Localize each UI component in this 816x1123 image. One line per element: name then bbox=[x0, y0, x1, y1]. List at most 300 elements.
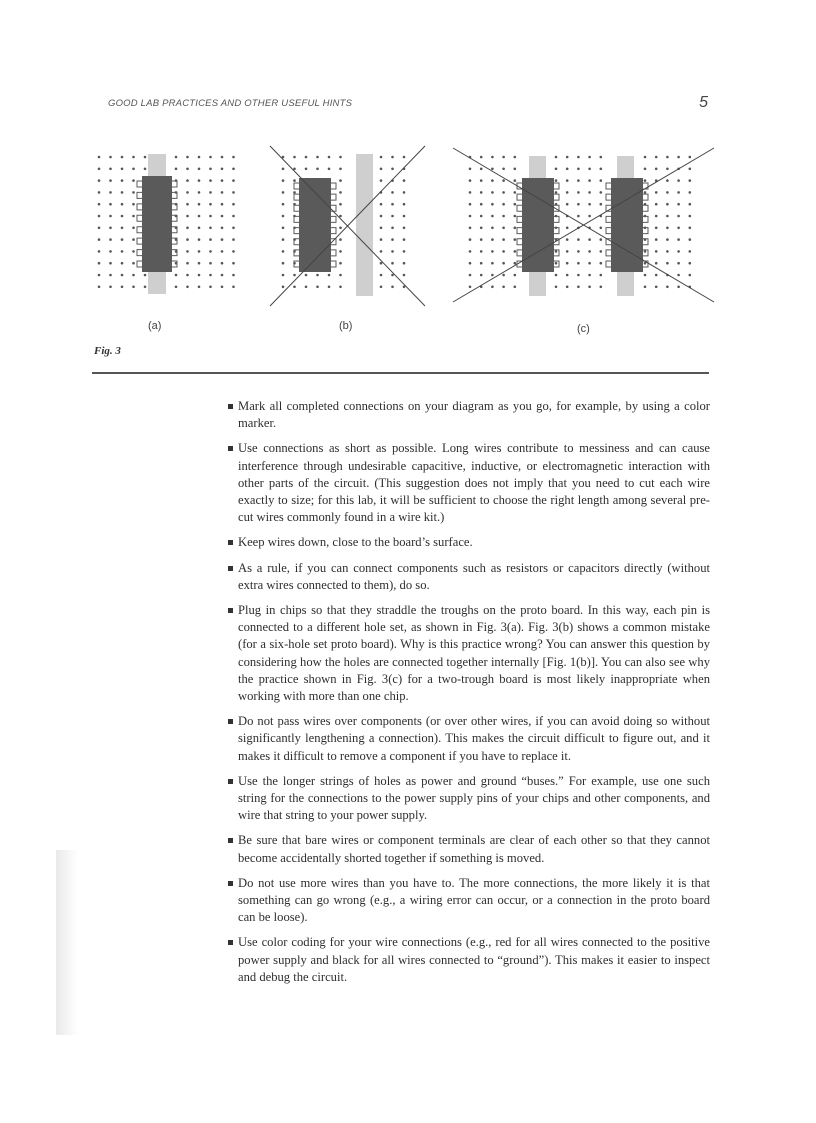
breadboard-hole bbox=[339, 203, 342, 206]
breadboard-hole bbox=[132, 156, 135, 159]
chip-pin bbox=[294, 183, 299, 189]
breadboard-hole bbox=[677, 262, 680, 265]
breadboard-hole bbox=[198, 286, 201, 289]
breadboard-hole bbox=[282, 238, 285, 241]
breadboard-hole bbox=[109, 215, 112, 218]
breadboard-hole bbox=[403, 156, 406, 159]
breadboard-hole bbox=[109, 238, 112, 241]
breadboard-hole bbox=[232, 250, 235, 253]
breadboard-hole bbox=[232, 168, 235, 171]
breadboard-hole bbox=[98, 286, 101, 289]
breadboard-hole bbox=[132, 286, 135, 289]
breadboard-hole bbox=[577, 191, 580, 194]
chip-pin bbox=[331, 194, 336, 200]
breadboard-hole bbox=[469, 227, 472, 230]
breadboard-hole bbox=[198, 274, 201, 277]
breadboard-hole bbox=[380, 227, 383, 230]
breadboard-hole bbox=[502, 274, 505, 277]
breadboard-hole bbox=[677, 203, 680, 206]
breadboard-hole bbox=[588, 168, 591, 171]
breadboard-hole bbox=[480, 168, 483, 171]
breadboard-hole bbox=[480, 262, 483, 265]
breadboard-hole bbox=[555, 191, 558, 194]
breadboard-hole bbox=[600, 168, 603, 171]
breadboard-hole bbox=[491, 191, 494, 194]
breadboard-hole bbox=[98, 227, 101, 230]
breadboard-hole bbox=[109, 250, 112, 253]
breadboard-panel-b bbox=[270, 146, 425, 306]
breadboard-hole bbox=[209, 227, 212, 230]
breadboard-hole bbox=[480, 274, 483, 277]
breadboard-hole bbox=[186, 227, 189, 230]
breadboard-hole bbox=[198, 191, 201, 194]
breadboard-hole bbox=[588, 179, 591, 182]
breadboard-hole bbox=[480, 156, 483, 159]
breadboard-panel-c bbox=[453, 148, 714, 302]
chip-pin bbox=[606, 250, 611, 256]
breadboard-hole bbox=[502, 286, 505, 289]
breadboard-hole bbox=[514, 274, 517, 277]
chip-pin bbox=[606, 183, 611, 189]
breadboard-hole bbox=[282, 250, 285, 253]
breadboard-hole bbox=[666, 179, 669, 182]
breadboard-hole bbox=[282, 227, 285, 230]
breadboard-hole bbox=[666, 168, 669, 171]
breadboard-hole bbox=[514, 215, 517, 218]
breadboard-hole bbox=[121, 250, 124, 253]
chip-pin bbox=[331, 261, 336, 267]
breadboard-hole bbox=[305, 286, 308, 289]
breadboard-hole bbox=[600, 191, 603, 194]
breadboard-hole bbox=[577, 286, 580, 289]
breadboard-hole bbox=[132, 203, 135, 206]
breadboard-hole bbox=[98, 191, 101, 194]
breadboard-hole bbox=[339, 262, 342, 265]
breadboard-hole bbox=[221, 274, 224, 277]
breadboard-hole bbox=[566, 238, 569, 241]
breadboard-hole bbox=[666, 215, 669, 218]
breadboard-hole bbox=[677, 250, 680, 253]
breadboard-hole bbox=[566, 274, 569, 277]
chip-pin bbox=[137, 192, 142, 198]
breadboard-hole bbox=[391, 203, 394, 206]
breadboard-hole bbox=[282, 286, 285, 289]
breadboard-hole bbox=[566, 156, 569, 159]
breadboard-hole bbox=[282, 191, 285, 194]
hint-item: Do not use more wires than you have to. The more connections, the more likely it is that something can go wrong (e.g., a wiring error can occur, or a connection in the proto board can be loose). bbox=[228, 875, 710, 927]
breadboard-hole bbox=[491, 286, 494, 289]
breadboard-hole bbox=[480, 179, 483, 182]
breadboard-hole bbox=[98, 274, 101, 277]
hint-item: Use connections as short as possible. Long wires contribute to messiness and can cause interference through undesirable capacitive, inductive, or electromagnetic interaction with other parts of the circuit. (This suggestion does not imply that you need to cut each wire exactly to size; for this lab, it will be sufficient to choose the right length among several pre-cut wires commonly found in a wire kit.) bbox=[228, 440, 710, 526]
breadboard-hole bbox=[98, 250, 101, 253]
breadboard-hole bbox=[175, 168, 178, 171]
chip-pin bbox=[137, 227, 142, 233]
breadboard-hole bbox=[491, 168, 494, 171]
breadboard-hole bbox=[655, 203, 658, 206]
breadboard-hole bbox=[186, 156, 189, 159]
breadboard-hole bbox=[198, 227, 201, 230]
breadboard-hole bbox=[469, 191, 472, 194]
breadboard-hole bbox=[514, 250, 517, 253]
breadboard-hole bbox=[655, 262, 658, 265]
breadboard-hole bbox=[469, 179, 472, 182]
panel-label-c: (c) bbox=[577, 323, 590, 335]
breadboard-hole bbox=[198, 250, 201, 253]
figure-3 bbox=[0, 0, 816, 340]
breadboard-hole bbox=[380, 203, 383, 206]
breadboard-hole bbox=[566, 191, 569, 194]
breadboard-hole bbox=[109, 227, 112, 230]
breadboard-hole bbox=[677, 227, 680, 230]
breadboard-hole bbox=[132, 215, 135, 218]
breadboard-hole bbox=[305, 156, 308, 159]
breadboard-hole bbox=[221, 191, 224, 194]
breadboard-hole bbox=[566, 262, 569, 265]
breadboard-hole bbox=[109, 168, 112, 171]
chip-pin bbox=[137, 238, 142, 244]
breadboard-hole bbox=[555, 168, 558, 171]
breadboard-hole bbox=[514, 227, 517, 230]
breadboard-hole bbox=[469, 238, 472, 241]
breadboard-hole bbox=[644, 179, 647, 182]
chip-pin bbox=[606, 216, 611, 222]
breadboard-hole bbox=[339, 168, 342, 171]
breadboard-hole bbox=[577, 168, 580, 171]
breadboard-hole bbox=[555, 250, 558, 253]
breadboard-hole bbox=[666, 156, 669, 159]
chip-pin bbox=[643, 205, 648, 211]
breadboard-hole bbox=[644, 274, 647, 277]
breadboard-hole bbox=[677, 286, 680, 289]
breadboard-hole bbox=[644, 250, 647, 253]
breadboard-hole bbox=[566, 168, 569, 171]
breadboard-hole bbox=[655, 227, 658, 230]
breadboard-hole bbox=[109, 274, 112, 277]
breadboard-hole bbox=[588, 286, 591, 289]
breadboard-hole bbox=[121, 203, 124, 206]
breadboard-hole bbox=[328, 168, 331, 171]
breadboard-hole bbox=[282, 262, 285, 265]
breadboard-hole bbox=[666, 227, 669, 230]
breadboard-hole bbox=[175, 286, 178, 289]
breadboard-hole bbox=[555, 274, 558, 277]
breadboard-hole bbox=[232, 156, 235, 159]
breadboard-hole bbox=[502, 250, 505, 253]
breadboard-hole bbox=[491, 227, 494, 230]
breadboard-hole bbox=[391, 238, 394, 241]
breadboard-hole bbox=[121, 168, 124, 171]
breadboard-hole bbox=[403, 179, 406, 182]
breadboard-hole bbox=[328, 274, 331, 277]
breadboard-hole bbox=[502, 156, 505, 159]
breadboard-hole bbox=[689, 179, 692, 182]
chip-pin bbox=[331, 250, 336, 256]
breadboard-hole bbox=[209, 215, 212, 218]
breadboard-hole bbox=[198, 203, 201, 206]
breadboard-hole bbox=[380, 250, 383, 253]
breadboard-hole bbox=[655, 168, 658, 171]
breadboard-hole bbox=[577, 215, 580, 218]
breadboard-hole bbox=[339, 250, 342, 253]
breadboard-hole bbox=[588, 215, 591, 218]
breadboard-hole bbox=[232, 262, 235, 265]
breadboard-hole bbox=[109, 156, 112, 159]
breadboard-hole bbox=[514, 179, 517, 182]
chip-pin bbox=[554, 194, 559, 200]
breadboard-hole bbox=[209, 250, 212, 253]
hint-item: Be sure that bare wires or component terminals are clear of each other so that they cannot become accidentally shorted together if something is moved. bbox=[228, 832, 710, 866]
breadboard-hole bbox=[293, 286, 296, 289]
breadboard-hole bbox=[655, 286, 658, 289]
chip-pin bbox=[606, 261, 611, 267]
breadboard-hole bbox=[480, 203, 483, 206]
breadboard-hole bbox=[132, 191, 135, 194]
breadboard-hole bbox=[316, 156, 319, 159]
breadboard-hole bbox=[469, 262, 472, 265]
breadboard-hole bbox=[221, 250, 224, 253]
breadboard-hole bbox=[293, 156, 296, 159]
hint-item: Mark all completed connections on your diagram as you go, for example, by using a color marker. bbox=[228, 398, 710, 432]
breadboard-hole bbox=[175, 156, 178, 159]
breadboard-hole bbox=[316, 168, 319, 171]
breadboard-hole bbox=[577, 262, 580, 265]
breadboard-hole bbox=[677, 179, 680, 182]
breadboard-hole bbox=[600, 262, 603, 265]
breadboard-hole bbox=[588, 250, 591, 253]
breadboard-hole bbox=[209, 203, 212, 206]
breadboard-hole bbox=[588, 156, 591, 159]
breadboard-hole bbox=[339, 227, 342, 230]
breadboard-hole bbox=[186, 286, 189, 289]
breadboard-hole bbox=[655, 238, 658, 241]
breadboard-hole bbox=[232, 286, 235, 289]
breadboard-hole bbox=[282, 203, 285, 206]
breadboard-hole bbox=[380, 262, 383, 265]
breadboard-hole bbox=[339, 179, 342, 182]
breadboard-hole bbox=[380, 286, 383, 289]
breadboard-hole bbox=[403, 191, 406, 194]
breadboard-hole bbox=[577, 156, 580, 159]
breadboard-hole bbox=[491, 203, 494, 206]
breadboard-hole bbox=[677, 238, 680, 241]
breadboard-hole bbox=[403, 262, 406, 265]
hint-item: Use the longer strings of holes as power and ground “buses.” For example, use one such string for the connections to the power supply pins of your chips and other components, and wire that string to your power supply. bbox=[228, 773, 710, 825]
breadboard-hole bbox=[339, 191, 342, 194]
breadboard-hole bbox=[600, 227, 603, 230]
breadboard-hole bbox=[469, 274, 472, 277]
breadboard-hole bbox=[577, 179, 580, 182]
breadboard-hole bbox=[339, 286, 342, 289]
ic-chip bbox=[611, 178, 643, 272]
breadboard-hole bbox=[198, 238, 201, 241]
breadboard-hole bbox=[232, 203, 235, 206]
breadboard-hole bbox=[209, 179, 212, 182]
breadboard-hole bbox=[577, 203, 580, 206]
breadboard-hole bbox=[98, 215, 101, 218]
breadboard-hole bbox=[186, 238, 189, 241]
breadboard-hole bbox=[655, 156, 658, 159]
breadboard-hole bbox=[380, 179, 383, 182]
breadboard-hole bbox=[198, 156, 201, 159]
breadboard-hole bbox=[491, 250, 494, 253]
breadboard-hole bbox=[293, 274, 296, 277]
breadboard-hole bbox=[689, 262, 692, 265]
breadboard-hole bbox=[514, 191, 517, 194]
breadboard-hole bbox=[198, 168, 201, 171]
breadboard-hole bbox=[600, 156, 603, 159]
breadboard-hole bbox=[391, 250, 394, 253]
chip-pin bbox=[137, 204, 142, 210]
breadboard-hole bbox=[577, 238, 580, 241]
breadboard-hole bbox=[588, 203, 591, 206]
breadboard-hole bbox=[677, 191, 680, 194]
chip-pin bbox=[606, 228, 611, 234]
chip-pin bbox=[554, 183, 559, 189]
breadboard-hole bbox=[514, 262, 517, 265]
breadboard-hole bbox=[666, 262, 669, 265]
chip-pin bbox=[606, 194, 611, 200]
running-head: GOOD LAB PRACTICES AND OTHER USEFUL HINTS bbox=[108, 98, 353, 109]
chip-pin bbox=[137, 215, 142, 221]
chip-pin bbox=[517, 239, 522, 245]
breadboard-hole bbox=[144, 286, 147, 289]
breadboard-hole bbox=[502, 262, 505, 265]
chip-pin bbox=[137, 181, 142, 187]
breadboard-hole bbox=[588, 191, 591, 194]
breadboard-hole bbox=[132, 179, 135, 182]
breadboard-hole bbox=[209, 286, 212, 289]
breadboard-hole bbox=[469, 215, 472, 218]
breadboard-hole bbox=[480, 250, 483, 253]
figure-caption: Fig. 3 bbox=[94, 345, 121, 357]
breadboard-hole bbox=[391, 286, 394, 289]
breadboard-hole bbox=[600, 286, 603, 289]
breadboard-hole bbox=[689, 215, 692, 218]
breadboard-hole bbox=[186, 191, 189, 194]
breadboard-hole bbox=[121, 179, 124, 182]
chip-pin bbox=[331, 228, 336, 234]
hint-item: Use color coding for your wire connections (e.g., red for all wires connected to the positive power supply and black for all wires connected to “ground”). This makes it easier to inspect and debug the circuit. bbox=[228, 934, 710, 986]
breadboard-hole bbox=[232, 179, 235, 182]
breadboard-hole bbox=[644, 156, 647, 159]
scan-margin-shadow bbox=[56, 850, 78, 1035]
breadboard-hole bbox=[209, 238, 212, 241]
breadboard-hole bbox=[144, 274, 147, 277]
breadboard-hole bbox=[232, 274, 235, 277]
breadboard-hole bbox=[209, 191, 212, 194]
breadboard-hole bbox=[121, 156, 124, 159]
chip-pin bbox=[137, 250, 142, 256]
chip-pin bbox=[643, 216, 648, 222]
breadboard-hole bbox=[132, 238, 135, 241]
breadboard-hole bbox=[109, 262, 112, 265]
breadboard-panel-a bbox=[98, 154, 235, 294]
breadboard-hole bbox=[555, 286, 558, 289]
breadboard-hole bbox=[144, 168, 147, 171]
breadboard-hole bbox=[502, 179, 505, 182]
breadboard-hole bbox=[98, 168, 101, 171]
breadboard-hole bbox=[491, 215, 494, 218]
chip-pin bbox=[172, 181, 177, 187]
breadboard-hole bbox=[98, 156, 101, 159]
breadboard-hole bbox=[655, 191, 658, 194]
breadboard-hole bbox=[555, 179, 558, 182]
breadboard-hole bbox=[502, 168, 505, 171]
breadboard-hole bbox=[339, 215, 342, 218]
breadboard-hole bbox=[380, 238, 383, 241]
breadboard-hole bbox=[121, 238, 124, 241]
breadboard-hole bbox=[209, 168, 212, 171]
chip-pin bbox=[331, 183, 336, 189]
breadboard-hole bbox=[480, 227, 483, 230]
chip-pin bbox=[643, 194, 648, 200]
breadboard-hole bbox=[221, 262, 224, 265]
hint-item: Keep wires down, close to the board’s surface. bbox=[228, 534, 710, 551]
breadboard-hole bbox=[403, 238, 406, 241]
chip-pin bbox=[294, 205, 299, 211]
breadboard-hole bbox=[644, 191, 647, 194]
breadboard-hole bbox=[469, 203, 472, 206]
hint-item: Do not pass wires over components (or over other wires, if you can avoid doing so without significantly lengthening a connection). This makes the circuit difficult to figure out, and it makes it difficult to remove a component if you have to replace it. bbox=[228, 713, 710, 765]
breadboard-hole bbox=[121, 286, 124, 289]
breadboard-hole bbox=[469, 168, 472, 171]
breadboard-hole bbox=[600, 238, 603, 241]
breadboard-hole bbox=[600, 203, 603, 206]
breadboard-hole bbox=[403, 227, 406, 230]
breadboard-hole bbox=[186, 274, 189, 277]
chip-pin bbox=[294, 194, 299, 200]
breadboard-hole bbox=[109, 191, 112, 194]
breadboard-hole bbox=[221, 203, 224, 206]
breadboard-hole bbox=[186, 215, 189, 218]
breadboard-hole bbox=[132, 227, 135, 230]
breadboard-hole bbox=[391, 168, 394, 171]
chip-pin bbox=[517, 216, 522, 222]
breadboard-hole bbox=[577, 250, 580, 253]
breadboard-hole bbox=[566, 227, 569, 230]
breadboard-hole bbox=[502, 238, 505, 241]
breadboard-hole bbox=[600, 179, 603, 182]
breadboard-hole bbox=[98, 203, 101, 206]
breadboard-hole bbox=[480, 238, 483, 241]
breadboard-hole bbox=[339, 274, 342, 277]
breadboard-hole bbox=[644, 168, 647, 171]
breadboard-hole bbox=[98, 238, 101, 241]
breadboard-hole bbox=[588, 238, 591, 241]
breadboard-hole bbox=[391, 227, 394, 230]
breadboard-hole bbox=[566, 286, 569, 289]
breadboard-hole bbox=[577, 274, 580, 277]
breadboard-hole bbox=[328, 286, 331, 289]
breadboard-hole bbox=[221, 156, 224, 159]
breadboard-hole bbox=[514, 168, 517, 171]
breadboard-hole bbox=[380, 168, 383, 171]
breadboard-hole bbox=[293, 179, 296, 182]
breadboard-hole bbox=[514, 203, 517, 206]
breadboard-hole bbox=[109, 203, 112, 206]
breadboard-hole bbox=[221, 179, 224, 182]
breadboard-hole bbox=[600, 274, 603, 277]
chip-pin bbox=[137, 261, 142, 267]
breadboard-hole bbox=[391, 191, 394, 194]
breadboard-hole bbox=[221, 168, 224, 171]
breadboard-hole bbox=[232, 227, 235, 230]
breadboard-hole bbox=[666, 250, 669, 253]
breadboard-hole bbox=[121, 215, 124, 218]
breadboard-hole bbox=[403, 215, 406, 218]
breadboard-hole bbox=[132, 168, 135, 171]
